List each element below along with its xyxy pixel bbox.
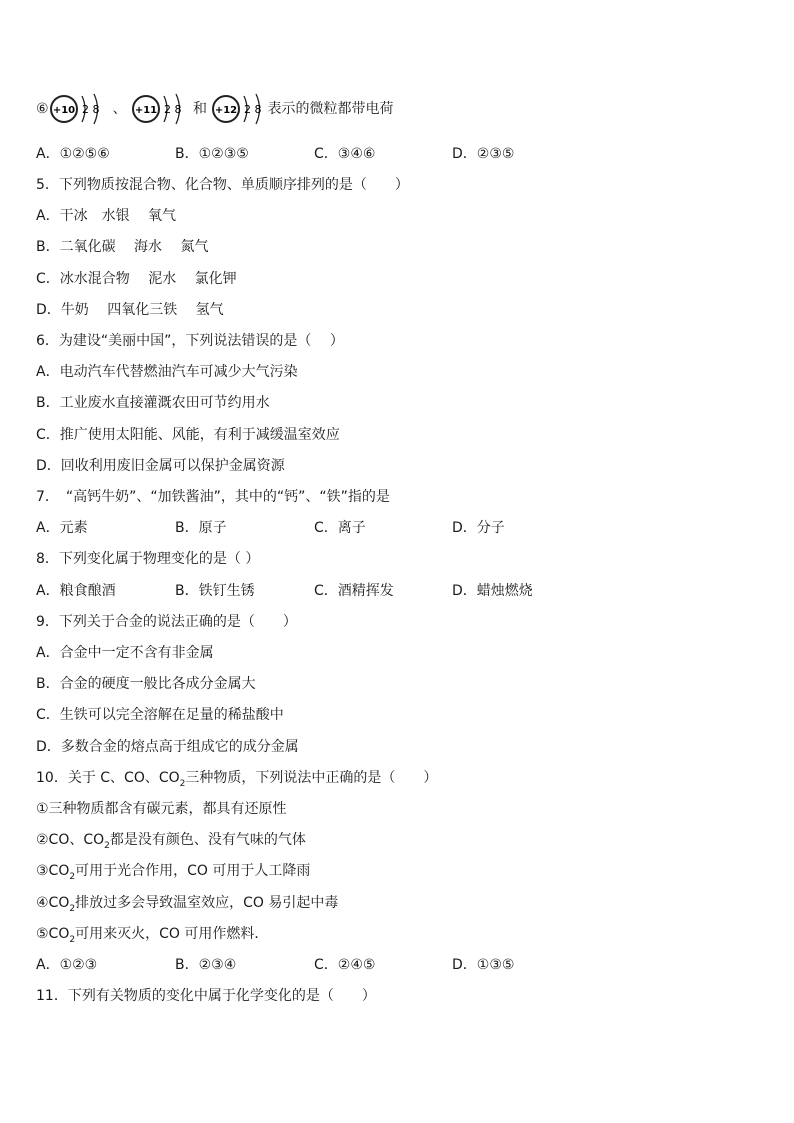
svg-text:2 8: 2 8	[164, 103, 182, 116]
q7-option-d[interactable]: D．分子	[452, 520, 505, 536]
svg-text:+10: +10	[52, 105, 75, 116]
q10-option-c[interactable]: C．②④⑤	[314, 957, 376, 973]
q10-statement-4: $④CO_2$排放过多会导致温室效应，CO 易引起中毒	[36, 895, 339, 914]
q5-option-c[interactable]: C．冰水混合物 泥水 氯化钾	[36, 271, 237, 287]
q8-option-a[interactable]: A．粮食酿酒	[36, 583, 116, 599]
q9-stem: 9．下列关于合金的说法正确的是（ ）	[36, 614, 297, 630]
q6-option-a[interactable]: A．电动汽车代替燃油汽车可减少大气污染	[36, 364, 298, 380]
q7-option-b[interactable]: B．原子	[175, 520, 227, 536]
q4-option-a[interactable]: A．①②⑤⑥	[36, 146, 110, 162]
q10-option-d[interactable]: D．①③⑤	[452, 957, 515, 973]
q6-option-b[interactable]: B．工业废水直接灌溉农田可节约用水	[36, 395, 270, 411]
q4-option-c[interactable]: C．③④⑥	[314, 146, 376, 162]
q4-marker: ⑥	[36, 101, 49, 117]
svg-text:+12: +12	[215, 105, 238, 116]
q4-statement-tail: 表示的微粒都带电荷	[267, 101, 394, 117]
atom-structure-diagram-3	[211, 92, 267, 126]
q4-statement-6	[36, 92, 393, 122]
q7-stem: 7． “高钙牛奶”、“加铁酱油”，其中的“钙”、“铁”指的是	[36, 489, 390, 505]
svg-text:+11: +11	[134, 105, 158, 116]
q10-option-a[interactable]: A．①②③	[36, 957, 98, 973]
q6-stem: 6．为建设“美丽中国”，下列说法错误的是（ ）	[36, 333, 344, 349]
q10-statement-3: $③CO_2$可用于光合作用，CO 可用于人工降雨	[36, 863, 311, 882]
q9-option-a[interactable]: A．合金中一定不含有非金属	[36, 645, 214, 661]
q5-option-a[interactable]: A．干冰 水银 氧气	[36, 208, 177, 224]
q6-option-d[interactable]: D．回收利用废旧金属可以保护金属资源	[36, 458, 285, 474]
q9-option-b[interactable]: B．合金的硬度一般比各成分金属大	[36, 676, 256, 692]
atom-structure-diagram-1	[49, 92, 113, 126]
q10-statement-1: ①三种物质都含有碳元素，都具有还原性	[36, 801, 287, 817]
q4-separator-1: 、	[112, 101, 127, 117]
q7-option-a[interactable]: A．元素	[36, 520, 88, 536]
q4-option-d[interactable]: D．②③⑤	[452, 146, 515, 162]
q8-option-d[interactable]: D．蜡烛燃烧	[452, 583, 533, 599]
q5-option-b[interactable]: B．二氧化碳 海水 氮气	[36, 239, 209, 255]
q4-separator-2: 和	[193, 101, 208, 117]
q10-option-b[interactable]: B．②③④	[175, 957, 237, 973]
q10-statement-2: ②CO、$CO_2$都是没有颜色、没有气味的气体	[36, 832, 306, 851]
q7-option-c[interactable]: C．离子	[314, 520, 366, 536]
q9-option-c[interactable]: C．生铁可以完全溶解在足量的稀盐酸中	[36, 707, 284, 723]
q11-stem: 11．下列有关物质的变化中属于化学变化的是（ ）	[36, 988, 376, 1004]
q9-option-d[interactable]: D．多数合金的熔点高于组成它的成分金属	[36, 739, 299, 755]
q10-statement-5: $⑤CO_2$可用来灭火，CO 可用作燃料．	[36, 926, 269, 945]
q6-option-c[interactable]: C．推广使用太阳能、风能，有利于减缓温室效应	[36, 427, 340, 443]
q4-option-b[interactable]: B．①②③⑤	[175, 146, 249, 162]
q8-stem: 8．下列变化属于物理变化的是（ ）	[36, 551, 260, 567]
q8-option-c[interactable]: C．酒精挥发	[314, 583, 394, 599]
q5-option-d[interactable]: D．牛奶 四氧化三铁 氢气	[36, 302, 224, 318]
q5-stem: 5．下列物质按混合物、化合物、单质顺序排列的是（ ）	[36, 177, 409, 193]
q10-stem: 10．关于 C、CO、$CO_2$三种物质，下列说法中正确的是（ ）	[36, 770, 438, 789]
q8-option-b[interactable]: B．铁钉生锈	[175, 583, 255, 599]
svg-text:2 8: 2 8	[244, 103, 262, 116]
atom-structure-diagram-2	[131, 92, 193, 126]
svg-text:2 8: 2 8	[81, 103, 100, 116]
